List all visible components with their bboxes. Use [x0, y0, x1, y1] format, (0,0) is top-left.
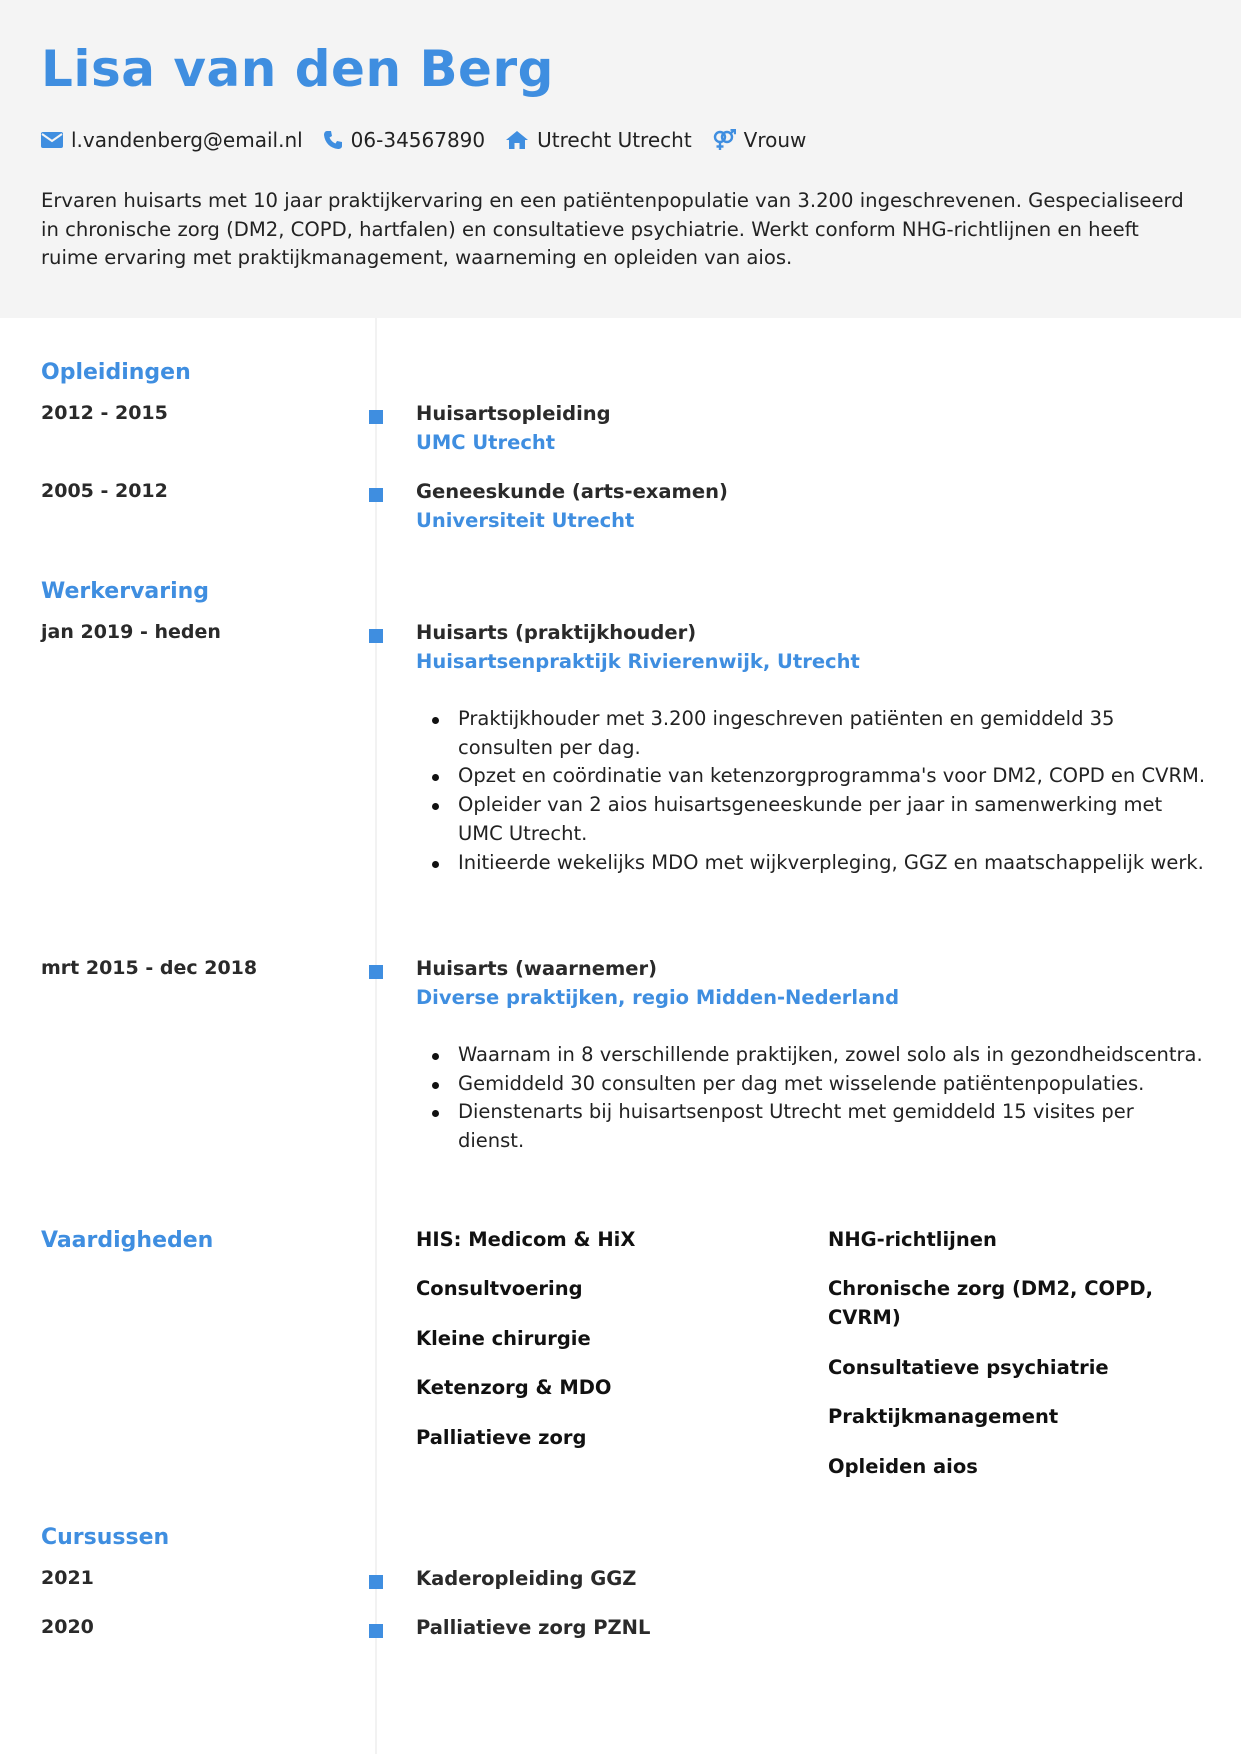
section-title-education: Opleidingen [41, 360, 191, 385]
education-institution: UMC Utrecht [416, 431, 556, 454]
skill-item: Kleine chirurgie [416, 1327, 591, 1350]
location-text: Utrecht Utrecht [537, 128, 692, 152]
education-title: Huisartsopleiding [416, 402, 611, 425]
education-institution: Universiteit Utrecht [416, 509, 635, 532]
skill-item: Palliatieve zorg [416, 1426, 587, 1449]
education-date: 2005 - 2012 [41, 480, 168, 502]
timeline-marker [369, 1624, 383, 1638]
section-title-experience: Werkervaring [41, 579, 210, 604]
experience-bullets [416, 705, 1206, 877]
phone-icon [323, 130, 343, 150]
envelope-icon [41, 132, 63, 148]
course-date: 2021 [41, 1567, 94, 1589]
list-item: Opleider van 2 aios huisartsgeneeskunde per jaar in samenwerking met UMC Utrecht. [416, 791, 1206, 848]
candidate-name: Lisa van den Berg [41, 40, 554, 98]
contact-email [41, 128, 303, 152]
list-item: Praktijkhouder met 3.200 ingeschreven patiënten en gemiddeld 35 consulten per dag. [416, 705, 1206, 762]
experience-title: Huisarts (waarnemer) [416, 957, 658, 980]
skill-item: Ketenzorg & MDO [416, 1376, 612, 1399]
list-item: Initieerde wekelijks MDO met wijkverpleging, GGZ en maatschappelijk werk. [416, 849, 1206, 878]
list-item: Gemiddeld 30 consulten per dag met wisselende patiëntenpopulaties. [416, 1070, 1206, 1099]
timeline-divider [375, 318, 377, 1754]
phone-text: 06-34567890 [350, 128, 486, 152]
skill-item: Consultvoering [416, 1277, 583, 1300]
course-title: Kaderopleiding GGZ [416, 1567, 637, 1590]
timeline-marker [369, 965, 383, 979]
skill-item: NHG-richtlijnen [828, 1228, 997, 1251]
list-item: Waarnam in 8 verschillende praktijken, zowel solo als in gezondheidscentra. [416, 1041, 1206, 1070]
timeline-marker [369, 1575, 383, 1589]
course-date: 2020 [41, 1616, 94, 1638]
skill-item: Opleiden aios [828, 1455, 978, 1478]
contact-phone [323, 128, 485, 152]
list-item: Opzet en coördinatie van ketenzorgprogramma's voor DM2, COPD en CVRM. [416, 762, 1206, 791]
timeline-marker [369, 629, 383, 643]
contact-gender [712, 128, 807, 152]
skill-item: HIS: Medicom & HiX [416, 1228, 636, 1251]
skill-item: Consultatieve psychiatrie [828, 1356, 1109, 1379]
experience-bullets [416, 1041, 1206, 1156]
gender-text: Vrouw [743, 128, 807, 152]
course-title: Palliatieve zorg PZNL [416, 1616, 651, 1639]
contact-row [41, 128, 826, 152]
timeline-marker [369, 410, 383, 424]
header [0, 0, 1241, 318]
gender-icon [712, 129, 736, 151]
timeline-marker [369, 488, 383, 502]
email-text: l.vandenberg@email.nl [71, 128, 303, 152]
education-date: 2012 - 2015 [41, 402, 168, 424]
experience-title: Huisarts (praktijkhouder) [416, 621, 697, 644]
experience-date: mrt 2015 - dec 2018 [41, 957, 258, 979]
experience-employer: Huisartsenpraktijk Rivierenwijk, Utrecht [416, 650, 860, 673]
profile-summary: Ervaren huisarts met 10 jaar praktijkervaring en een patiëntenpopulatie van 3.200 ingeschrevenen. Gespecialiseerd in chronische zorg (DM2, COPD, hartfalen) en consultatieve psychiatrie. Werkt conform NHG-richtlijnen en heeft ruime ervaring met praktijkmanagement, waarneming en opleiden van aios. [41, 189, 1184, 269]
skill-item: Praktijkmanagement [828, 1405, 1059, 1428]
section-title-skills: Vaardigheden [41, 1228, 214, 1253]
experience-employer: Diverse praktijken, regio Midden-Nederland [416, 986, 900, 1009]
experience-date: jan 2019 - heden [41, 621, 221, 643]
list-item: Dienstenarts bij huisartsenpost Utrecht met gemiddeld 15 visites per dienst. [416, 1098, 1206, 1155]
education-title: Geneeskunde (arts-examen) [416, 480, 728, 503]
section-title-courses: Cursussen [41, 1525, 170, 1550]
home-icon [505, 130, 529, 150]
skill-item: Chronische zorg (DM2, COPD, CVRM) [828, 1277, 1153, 1329]
contact-location [505, 128, 692, 152]
